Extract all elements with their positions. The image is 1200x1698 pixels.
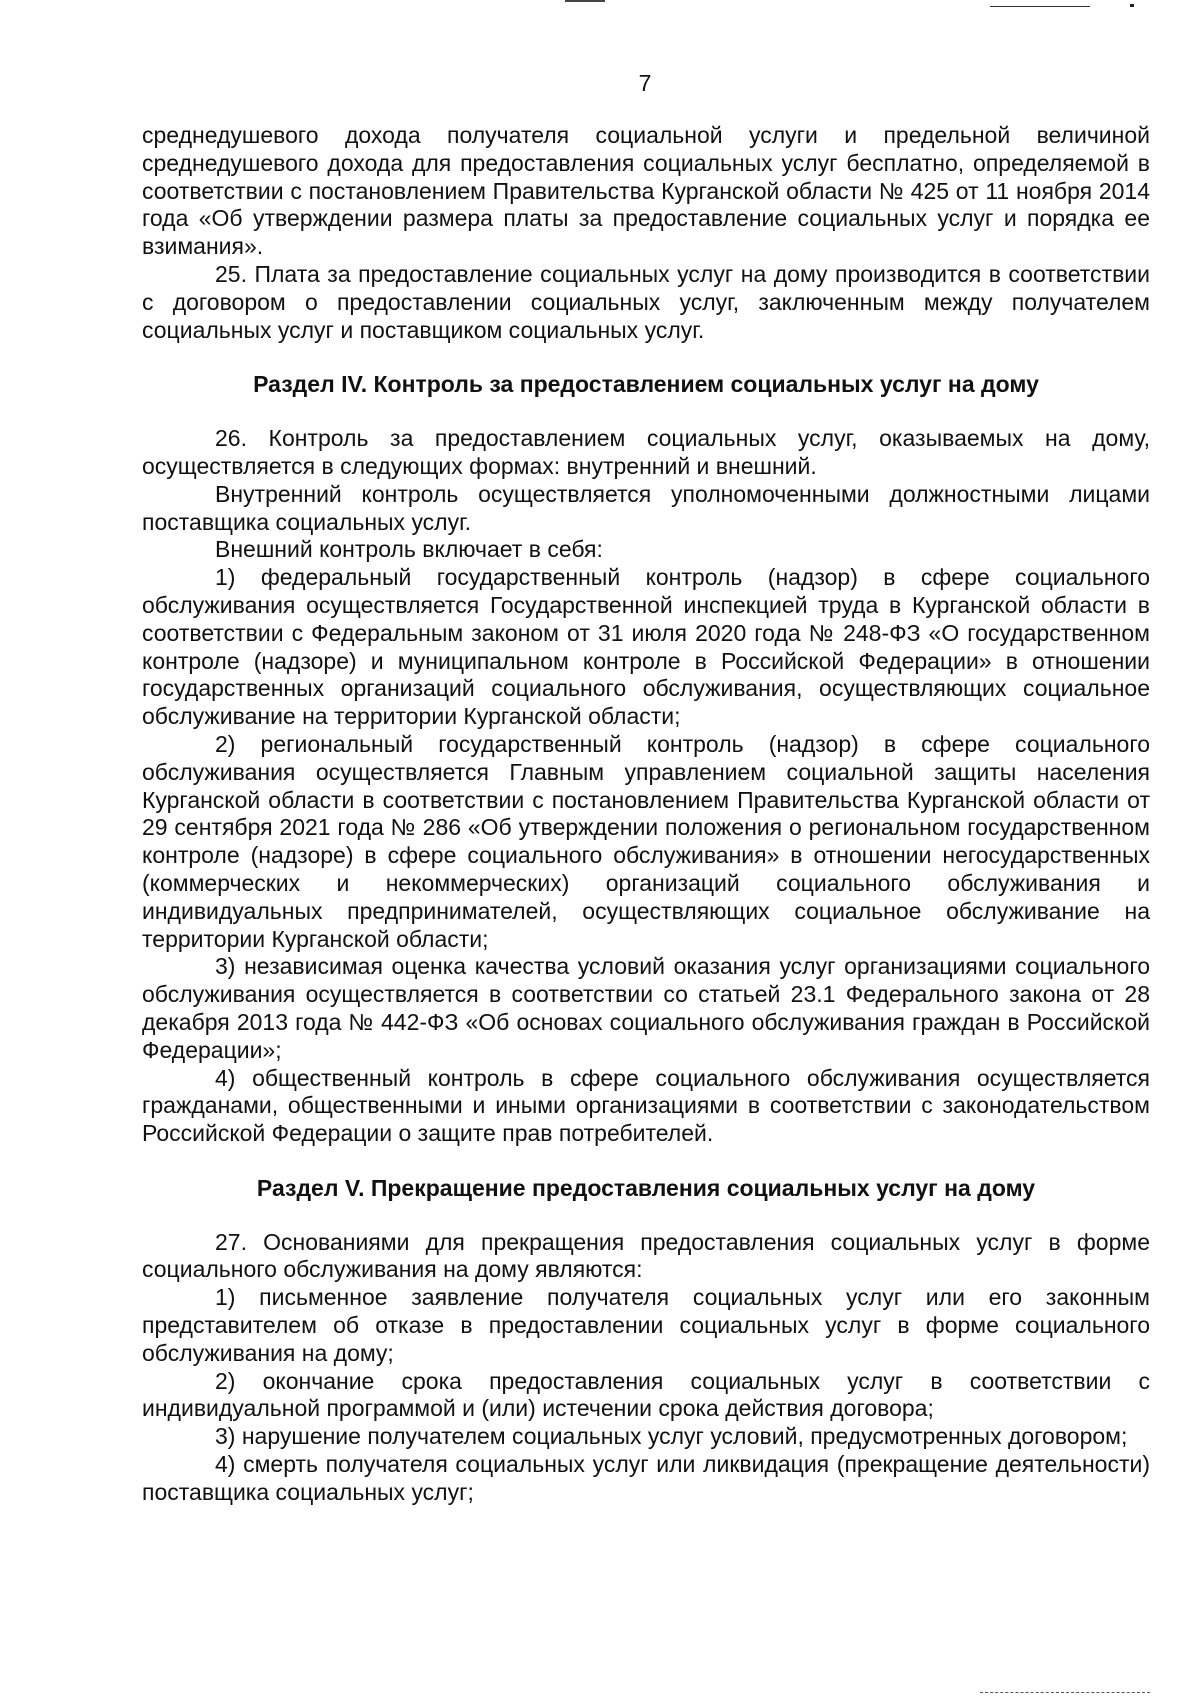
list-item: 3) нарушение получателем социальных услуг условий, предусмотренных договором; xyxy=(215,1423,1128,1450)
scan-artifact xyxy=(990,0,1090,7)
section-iv-heading: Раздел IV. Контроль за предоставлением социальных услуг на дому xyxy=(253,371,1039,398)
paragraph: Внутренний контроль осуществляется уполномоченными должностными лицами поставщика социальных услуг. xyxy=(142,480,1150,535)
list-item: 1) федеральный государственный контроль (надзор) в сфере социального обслуживания осуществляется Государственной инспекцией труда в Курганской области в соответствии с Федеральным законом от 31 июля 2020 года № 248-ФЗ «О государственном контроле (надзоре) и муниципальном контроле в Российской Федерации» в отношении государственных организаций социального обслуживания, осуществляющих социальное обслуживание на территории Курганской области; xyxy=(142,564,1150,730)
paragraph-27: 27. Основаниями для прекращения предоставления социальных услуг в форме социального обслуживания на дому являются: xyxy=(142,1228,1150,1283)
scan-artifact xyxy=(1130,4,1134,7)
document-body xyxy=(142,122,1150,1507)
section-v-heading: Раздел V. Прекращение предоставления социальных услуг на дому xyxy=(256,1174,1036,1201)
paragraph-25: 25. Плата за предоставление социальных услуг на дому производится в соответствии с договором о предоставлении социальных услуг, заключенным между получателем социальных услуг и поставщиком социальных услуг. xyxy=(142,260,1150,343)
list-item: 2) окончание срока предоставления социальных услуг в соответствии с индивидуальной программой и (или) истечении срока действия договора; xyxy=(142,1367,1150,1422)
list-item: 4) общественный контроль в сфере социального обслуживания осуществляется гражданами, общественными и иными организациями в соответствии с законодательством Российской Федерации о защите прав потребителей. xyxy=(142,1064,1150,1147)
paragraph: среднедушевого дохода получателя социальной услуги и предельной величиной среднедушевого дохода для предоставления социальных услуг бесплатно, определяемой в соответствии с постановлением Правительства Курганской области № 425 от 11 ноября 2014 года «Об утверждении размера платы за предоставление социальных услуг и порядка ее взимания». xyxy=(142,122,1150,260)
page-number: 7 xyxy=(638,70,652,96)
list-item: 4) смерть получателя социальных услуг или ликвидация (прекращение деятельности) поставщика социальных услуг; xyxy=(142,1451,1150,1505)
scan-artifact xyxy=(980,1692,1150,1696)
list-item: 1) письменное заявление получателя социальных услуг или его законным представителем об отказе в предоставлении социальных услуг в форме социального обслуживания на дому; xyxy=(142,1284,1150,1366)
list-item: 3) независимая оценка качества условий оказания услуг организациями социального обслуживания осуществляется в соответствии со статьей 23.1 Федерального закона от 28 декабря 2013 года № 442-ФЗ «Об основах социального обслуживания граждан в Российской Федерации»; xyxy=(142,953,1150,1063)
paragraph-26: 26. Контроль за предоставлением социальных услуг, оказываемых на дому, осуществляется в следующих формах: внутренний и внешний. xyxy=(142,425,1150,479)
list-item: 2) региональный государственный контроль (надзор) в сфере социального обслуживания осуществляется Главным управлением социальной защиты населения Курганской области в соответствии с постановлением Правительства Курганской области от 29 сентября 2021 года № 286 «Об утверждении положения о региональном государственном контроле (надзоре) в сфере социального обслуживания» в отношении негосударственных (коммерческих и некоммерческих) организаций социального обслуживания и индивидуальных предпринимателей, осуществляющих социальное обслуживание на территории Курганской области; xyxy=(142,730,1150,952)
paragraph: Внешний контроль включает в себя: xyxy=(215,536,603,563)
scan-artifact xyxy=(565,0,605,2)
